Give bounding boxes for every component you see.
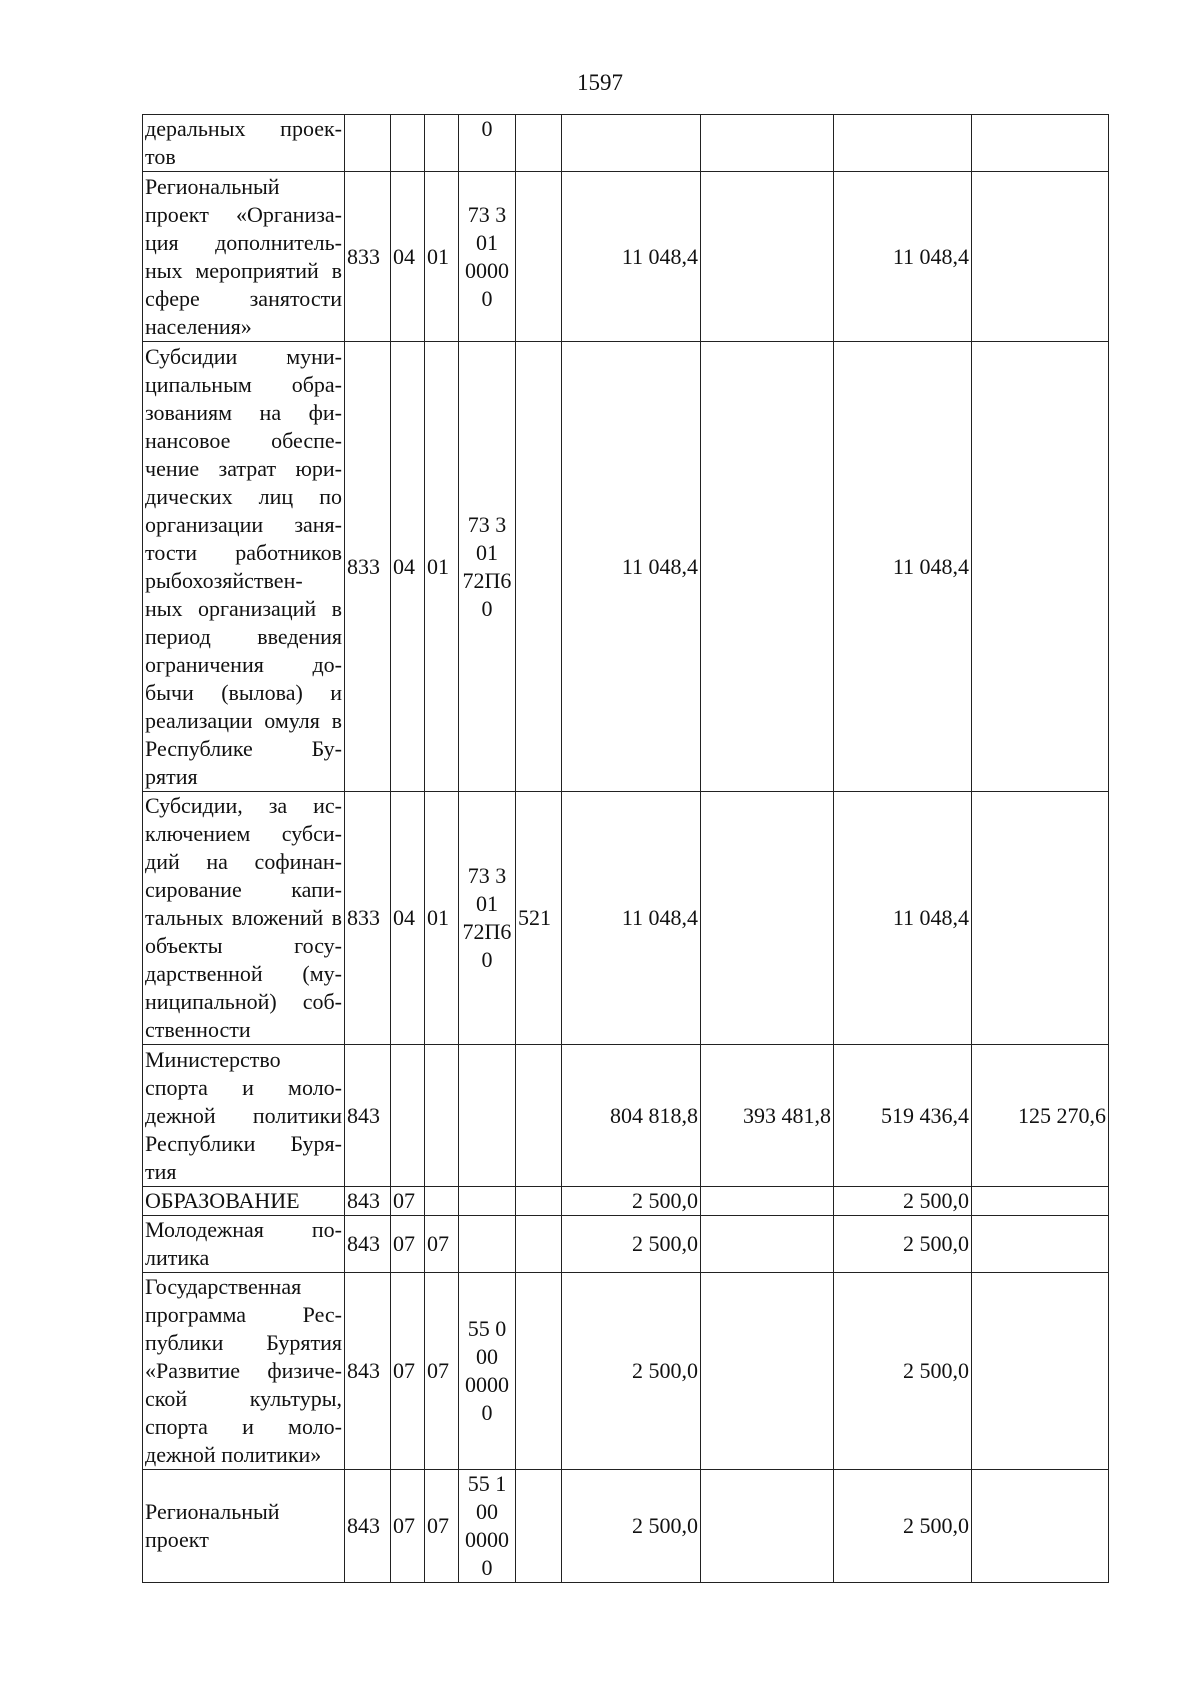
amount-1: 2 500,0 xyxy=(562,1470,701,1583)
table-row xyxy=(143,1187,1109,1216)
table-row xyxy=(143,172,1109,342)
amount-1: 2 500,0 xyxy=(562,1216,701,1273)
row-name: Субсидии муни- ципальным обра- зованиям на фи- нансовое обеспе- чение затрат юри- дических лиц по организации заня- тости работников рыбохозяйствен- ных организаций в период введения ограничения до- бычи (вылова) и реализации омуля в Республике Бу- рятия xyxy=(143,342,345,792)
amount-2: 393 481,8 xyxy=(701,1045,834,1187)
amount-1 xyxy=(562,115,701,172)
section-code: 07 xyxy=(391,1273,425,1470)
target-article-code xyxy=(459,1187,516,1216)
target-article-code: 0 xyxy=(459,115,516,172)
amount-4: 125 270,6 xyxy=(972,1045,1109,1187)
amount-4 xyxy=(972,1187,1109,1216)
amount-4 xyxy=(972,1273,1109,1470)
expense-type-code xyxy=(516,1187,562,1216)
row-name: Региональный проект «Организа- ция дополнитель- ных мероприятий в сфере занятости населения» xyxy=(143,172,345,342)
section-code: 07 xyxy=(391,1470,425,1583)
grbs-code xyxy=(345,115,391,172)
amount-3: 2 500,0 xyxy=(834,1273,972,1470)
grbs-code: 833 xyxy=(345,172,391,342)
amount-2 xyxy=(701,1273,834,1470)
row-name: Региональный проект xyxy=(143,1470,345,1583)
expense-type-code: 521 xyxy=(516,792,562,1045)
target-article-code xyxy=(459,1045,516,1187)
subsection-code: 07 xyxy=(425,1470,459,1583)
section-code: 07 xyxy=(391,1187,425,1216)
amount-4 xyxy=(972,115,1109,172)
table-row xyxy=(143,1216,1109,1273)
expense-type-code xyxy=(516,1045,562,1187)
amount-3: 519 436,4 xyxy=(834,1045,972,1187)
target-article-code xyxy=(459,1216,516,1273)
expense-type-code xyxy=(516,342,562,792)
row-name: деральных проек- тов xyxy=(143,115,345,172)
section-code: 04 xyxy=(391,792,425,1045)
section-code: 04 xyxy=(391,342,425,792)
subsection-code xyxy=(425,1045,459,1187)
subsection-code: 01 xyxy=(425,172,459,342)
section-code xyxy=(391,115,425,172)
amount-2 xyxy=(701,1216,834,1273)
subsection-code: 07 xyxy=(425,1273,459,1470)
table-row xyxy=(143,342,1109,792)
grbs-code: 833 xyxy=(345,342,391,792)
amount-4 xyxy=(972,1470,1109,1583)
amount-3: 2 500,0 xyxy=(834,1216,972,1273)
amount-3: 2 500,0 xyxy=(834,1187,972,1216)
target-article-code: 73 3 01 72П6 0 xyxy=(459,792,516,1045)
subsection-code: 07 xyxy=(425,1216,459,1273)
subsection-code xyxy=(425,1187,459,1216)
subsection-code xyxy=(425,115,459,172)
target-article-code: 55 1 00 0000 0 xyxy=(459,1470,516,1583)
amount-1: 2 500,0 xyxy=(562,1187,701,1216)
section-code xyxy=(391,1045,425,1187)
expense-type-code xyxy=(516,115,562,172)
grbs-code: 843 xyxy=(345,1045,391,1187)
amount-3 xyxy=(834,115,972,172)
amount-1: 2 500,0 xyxy=(562,1273,701,1470)
page-number: 1597 xyxy=(577,70,623,95)
target-article-code: 73 3 01 72П6 0 xyxy=(459,342,516,792)
row-name: Молодежная по- литика xyxy=(143,1216,345,1273)
table-row xyxy=(143,115,1109,172)
grbs-code: 833 xyxy=(345,792,391,1045)
amount-4 xyxy=(972,1216,1109,1273)
expense-type-code xyxy=(516,1216,562,1273)
amount-2 xyxy=(701,115,834,172)
section-code: 07 xyxy=(391,1216,425,1273)
amount-1: 804 818,8 xyxy=(562,1045,701,1187)
amount-4 xyxy=(972,172,1109,342)
amount-2 xyxy=(701,342,834,792)
section-code: 04 xyxy=(391,172,425,342)
grbs-code: 843 xyxy=(345,1470,391,1583)
target-article-code: 73 3 01 0000 0 xyxy=(459,172,516,342)
amount-2 xyxy=(701,1187,834,1216)
amount-1: 11 048,4 xyxy=(562,172,701,342)
amount-2 xyxy=(701,792,834,1045)
amount-1: 11 048,4 xyxy=(562,792,701,1045)
subsection-code: 01 xyxy=(425,792,459,1045)
row-name: ОБРАЗОВАНИЕ xyxy=(143,1187,345,1216)
amount-3: 11 048,4 xyxy=(834,792,972,1045)
table-row xyxy=(143,1045,1109,1187)
expense-type-code xyxy=(516,1470,562,1583)
amount-2 xyxy=(701,1470,834,1583)
row-name: Государственная программа Рес- публики Бурятия «Развитие физиче- ской культуры, спорта и моло- дежной политики» xyxy=(143,1273,345,1470)
row-name: Субсидии, за ис- ключением субси- дий на софинан- сирование капи- тальных вложений в объекты госу- дарственной (му- ниципальной) соб- ственности xyxy=(143,792,345,1045)
grbs-code: 843 xyxy=(345,1187,391,1216)
amount-4 xyxy=(972,792,1109,1045)
amount-3: 11 048,4 xyxy=(834,342,972,792)
amount-3: 2 500,0 xyxy=(834,1470,972,1583)
amount-3: 11 048,4 xyxy=(834,172,972,342)
grbs-code: 843 xyxy=(345,1273,391,1470)
target-article-code: 55 0 00 0000 0 xyxy=(459,1273,516,1470)
row-name: Министерство спорта и моло- дежной политики Республики Буря- тия xyxy=(143,1045,345,1187)
budget-table xyxy=(142,114,1109,1583)
amount-4 xyxy=(972,342,1109,792)
amount-2 xyxy=(701,172,834,342)
table-row xyxy=(143,1273,1109,1470)
table-row xyxy=(143,1470,1109,1583)
amount-1: 11 048,4 xyxy=(562,342,701,792)
subsection-code: 01 xyxy=(425,342,459,792)
table-row xyxy=(143,792,1109,1045)
expense-type-code xyxy=(516,172,562,342)
expense-type-code xyxy=(516,1273,562,1470)
grbs-code: 843 xyxy=(345,1216,391,1273)
